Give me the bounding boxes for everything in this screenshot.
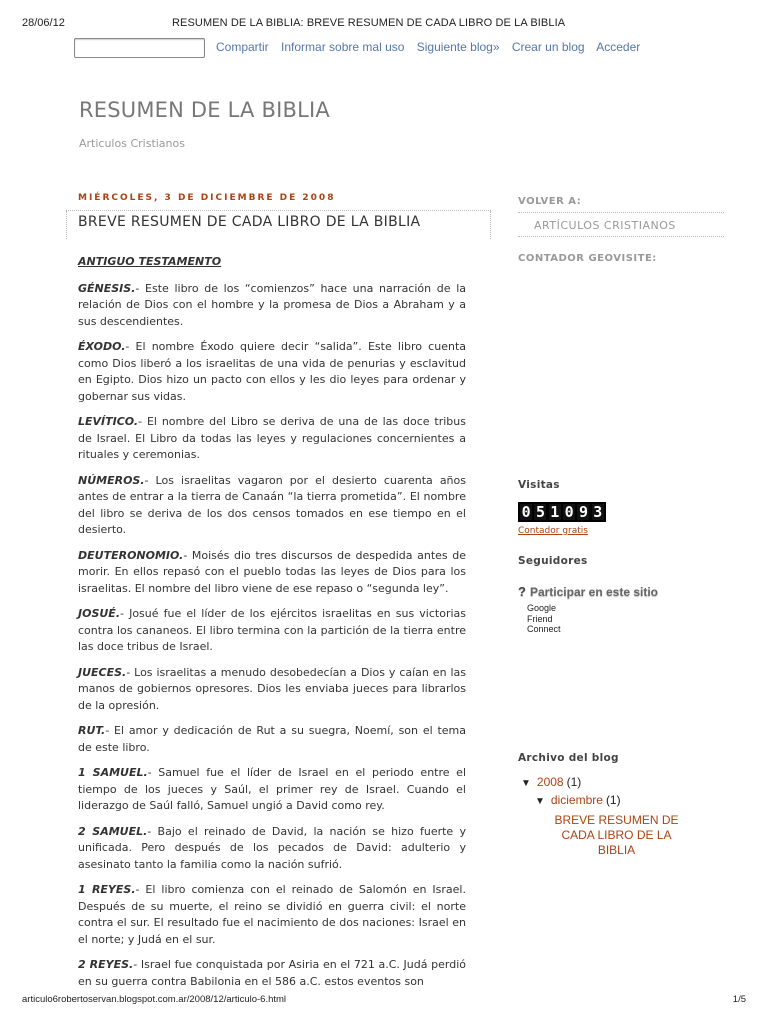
archive-month-link[interactable]: diciembre (550, 793, 603, 807)
seguidores-heading: Seguidores (518, 555, 588, 567)
book-paragraph (78, 665, 466, 715)
navbar-links (216, 40, 649, 54)
book-name: 1 SAMUEL. (78, 766, 148, 779)
book-summary: - El libro comienza con el reinado de Salomón en Israel. Después de su muerte, el reino se dividió en guerra civil: el norte contra el sur. El resultado fue el nacimiento de dos naciones: Israel en el norte; y Judá en el sur. (78, 883, 466, 946)
counter-digit: 9 (578, 503, 588, 521)
book-paragraph (78, 548, 466, 598)
book-summary: - Bajo el reinado de David, la nación se hizo fuerte y unificada. Pero después de los pecados de David: adulterio y asesinato tanto la familia como la nación sufrió. (78, 824, 466, 871)
book-paragraph (78, 882, 466, 948)
archive-year-link[interactable]: 2008 (536, 775, 564, 789)
search-input[interactable] (74, 38, 205, 58)
archive-month-count: (1) (605, 793, 621, 807)
triangle-down-icon[interactable]: ▼ (535, 796, 545, 807)
book-summary: - El nombre del Libro se deriva de una de las doce tribus de Israel. El Libro da todas las leyes y regulaciones concernientes a rituales y ceremonias. (78, 415, 466, 461)
book-name: 2 REYES. (78, 958, 134, 971)
book-name: LEVÍTICO. (78, 415, 139, 428)
book-paragraph (78, 957, 466, 990)
print-footer (22, 994, 746, 1008)
archive-year-item[interactable] (521, 775, 581, 789)
question-icon: ? (518, 584, 526, 599)
print-url: articulo6robertoservan.blogspot.com.ar/2008/12/articulo-6.html (22, 994, 287, 1005)
gfc-line: Connect (527, 624, 561, 634)
book-paragraph (78, 723, 466, 756)
book-name: RUT. (78, 724, 106, 737)
triangle-down-icon[interactable]: ▼ (521, 778, 531, 789)
print-page-number: 1/5 (732, 994, 746, 1005)
frame-left-border (66, 211, 67, 239)
google-friend-connect (527, 603, 561, 635)
sign-in-link[interactable]: Acceder (596, 40, 641, 54)
report-abuse-link[interactable]: Informar sobre mal uso (281, 40, 405, 54)
post-title[interactable]: BREVE RESUMEN DE CADA LIBRO DE LA BIBLIA (78, 214, 421, 230)
book-name: 1 REYES. (78, 883, 136, 896)
book-name: NÚMEROS. (78, 473, 145, 487)
counter-digit: 3 (593, 503, 603, 521)
book-name: JOSUÉ. (78, 607, 120, 620)
counter-digit: 1 (550, 503, 560, 521)
book-name: 2 SAMUEL. (78, 824, 148, 838)
counter-digit: 0 (564, 503, 574, 521)
print-date: 28/06/12 (22, 17, 65, 29)
book-summary: - Moisés dio tres discursos de despedida antes de morir. En ellos repasó con el pueblo todas las leyes de Dios para los israelitas. El nombre del libro viene de ese repaso o “segunda ley”. (78, 548, 466, 595)
visit-counter (518, 502, 606, 522)
counter-digit: 0 (521, 503, 531, 521)
archivo-heading: Archivo del blog (518, 752, 619, 764)
book-name: DEUTERONOMIO. (78, 548, 184, 562)
create-blog-link[interactable]: Crear un blog (511, 40, 585, 54)
book-paragraph (78, 339, 466, 405)
frame-right-border (490, 211, 491, 239)
book-name: ÉXODO. (78, 340, 126, 353)
post-body (78, 254, 466, 999)
book-summary: - Josué fue el líder de los ejércitos israelitas en sus victorias contra los cananeos. El libro termina con la partición de la tierra entre las doce tribus de Israel. (78, 607, 466, 653)
book-summary: - El nombre Éxodo quiere decir “salida”. Este libro cuenta como Dios liberó a los israelitas de una vida de penurias y esclavitud en Egipto. Dios hizo un pacto con ellos y les dio leyes para ordenar y gobernar sus vidas. (78, 340, 466, 403)
divider (518, 212, 724, 213)
book-paragraph (78, 414, 466, 464)
volver-heading: VOLVER A: (518, 196, 582, 207)
archive-month-item[interactable] (535, 793, 621, 807)
book-paragraph (78, 606, 466, 656)
book-paragraph (78, 473, 466, 539)
post-date: MIÉRCOLES, 3 DE DICIEMBRE DE 2008 (78, 193, 336, 203)
book-summary: - El amor y dedicación de Rut a su suegra, Noemí, son el tema de este libro. (78, 724, 466, 754)
join-site-button[interactable] (518, 584, 658, 599)
book-summary: - Este libro de los “comienzos” hace una narración de la relación de Dios con el hombre y la promesa de Dios a Abraham y a sus descendientes. (78, 281, 466, 328)
book-summary: - Samuel fue el líder de Israel en el periodo entre el tiempo de los jueces y Saúl, el primer rey de Israel. Cuando el liderazgo de Saúl falló, Samuel ungió a David como rey. (78, 766, 467, 812)
gfc-line: Google (527, 603, 557, 613)
counter-digit: 5 (535, 503, 545, 521)
gfc-line: Friend (527, 613, 553, 624)
book-paragraph (78, 824, 466, 874)
contador-gratis-link[interactable]: Contador gratis (518, 526, 588, 536)
archive-post-link[interactable]: BREVE RESUMEN DE CADA LIBRO DE LA BIBLIA (554, 813, 679, 857)
blog-title[interactable]: RESUMEN DE LA BIBLIA (79, 98, 330, 122)
print-title: RESUMEN DE LA BIBLIA: BREVE RESUMEN DE CADA LIBRO DE LA BIBLIA (172, 17, 566, 29)
section-heading: ANTIGUO TESTAMENTO (78, 255, 222, 268)
divider (518, 236, 724, 237)
book-paragraph (78, 281, 466, 331)
contador-heading: CONTADOR GEOVISITE: (518, 253, 657, 264)
book-name: JUECES. (78, 665, 127, 679)
articulos-cristianos-link[interactable]: ARTÍCULOS CRISTIANOS (534, 219, 676, 232)
book-summary: - Israel fue conquistada por Asiria en el 721 a.C. Judá perdió en su guerra contra Babilonia en el 586 a.C. estos eventos son (78, 958, 466, 988)
join-label: Participar en este sitio (529, 585, 659, 599)
visitas-heading: Visitas (518, 479, 560, 491)
share-link[interactable]: Compartir (216, 40, 269, 54)
book-summary: - Los israelitas vagaron por el desierto cuarenta años antes de entrar a la tierra de Canaán “la tierra prometida”. El nombre del libro se deriva de los dos censos tomados en ese tiempo en el desierto. (78, 473, 466, 536)
book-name: GÉNESIS. (78, 281, 136, 295)
next-blog-link[interactable]: Siguiente blog» (416, 40, 500, 54)
book-paragraph (78, 765, 466, 815)
book-summary: - Los israelitas a menudo desobedecían a Dios y caían en las manos de gobiernos opresores. Dios les enviaba jueces para librarlos de la opresión. (78, 665, 466, 712)
print-header (22, 17, 746, 31)
archive-year-count: (1) (566, 775, 582, 789)
blog-description: Articulos Cristianos (79, 137, 185, 150)
